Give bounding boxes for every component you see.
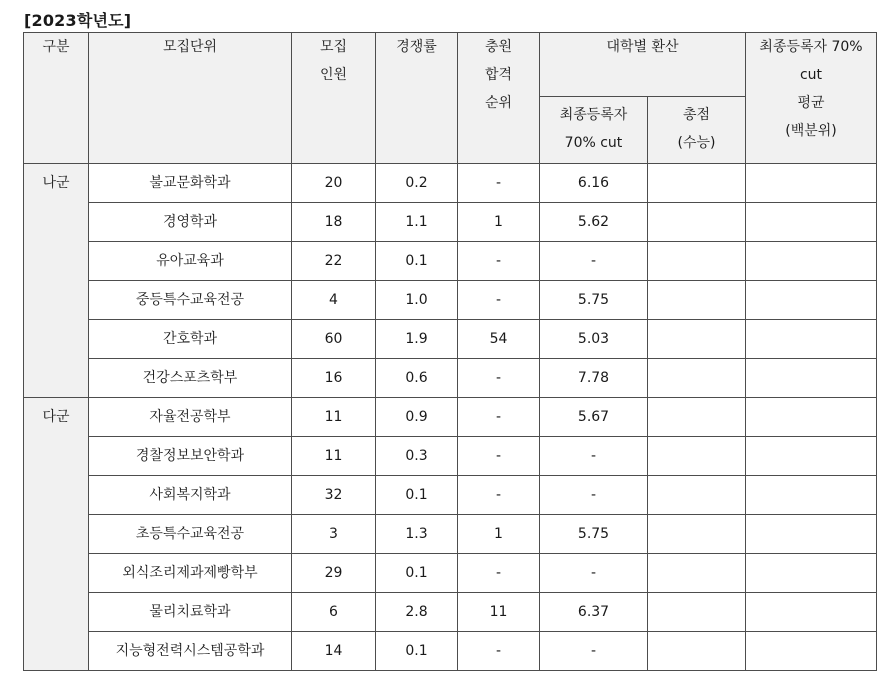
header-rank: 충원 합격 순위: [458, 33, 540, 164]
quota-cell: 32: [292, 476, 376, 515]
cut-cell: -: [540, 476, 648, 515]
unit-cell: 자율전공학부: [89, 398, 292, 437]
unit-cell: 건강스포츠학부: [89, 359, 292, 398]
average-cell: [746, 593, 877, 632]
quota-cell: 60: [292, 320, 376, 359]
competition-cell: 0.1: [376, 242, 458, 281]
cut-cell: 5.03: [540, 320, 648, 359]
header-conversion: 대학별 환산: [540, 33, 746, 97]
table-row: [24, 554, 877, 593]
total-cell: [648, 593, 746, 632]
unit-cell: 간호학과: [89, 320, 292, 359]
admissions-table: [23, 32, 877, 671]
quota-cell: 22: [292, 242, 376, 281]
rank-cell: -: [458, 554, 540, 593]
quota-cell: 11: [292, 437, 376, 476]
unit-cell: 사회복지학과: [89, 476, 292, 515]
unit-cell: 경영학과: [89, 203, 292, 242]
average-cell: [746, 320, 877, 359]
cut-cell: -: [540, 437, 648, 476]
total-cell: [648, 359, 746, 398]
table-row: [24, 398, 877, 437]
total-cell: [648, 242, 746, 281]
quota-cell: 16: [292, 359, 376, 398]
average-cell: [746, 164, 877, 203]
unit-cell: 유아교육과: [89, 242, 292, 281]
rank-cell: -: [458, 359, 540, 398]
cut-cell: -: [540, 242, 648, 281]
table-row: [24, 593, 877, 632]
table-body: [24, 164, 877, 671]
total-cell: [648, 515, 746, 554]
table-row: [24, 437, 877, 476]
competition-cell: 0.3: [376, 437, 458, 476]
header-average: 최종등록자 70% cut 평균 (백분위): [746, 33, 877, 164]
group-label: 나군: [24, 164, 89, 398]
table-row: [24, 476, 877, 515]
rank-cell: -: [458, 476, 540, 515]
average-cell: [746, 515, 877, 554]
competition-cell: 2.8: [376, 593, 458, 632]
average-cell: [746, 632, 877, 671]
header-competition: 경쟁률: [376, 33, 458, 164]
header-total: 총점 (수능): [648, 97, 746, 164]
rank-cell: 54: [458, 320, 540, 359]
table-row: [24, 632, 877, 671]
unit-cell: 지능형전력시스템공학과: [89, 632, 292, 671]
rank-cell: -: [458, 281, 540, 320]
average-cell: [746, 398, 877, 437]
unit-cell: 중등특수교육전공: [89, 281, 292, 320]
table-row: [24, 164, 877, 203]
rank-cell: -: [458, 398, 540, 437]
competition-cell: 0.1: [376, 554, 458, 593]
cut-cell: 6.37: [540, 593, 648, 632]
total-cell: [648, 281, 746, 320]
quota-cell: 18: [292, 203, 376, 242]
rank-cell: -: [458, 632, 540, 671]
quota-cell: 3: [292, 515, 376, 554]
total-cell: [648, 203, 746, 242]
table-row: [24, 515, 877, 554]
average-cell: [746, 437, 877, 476]
average-cell: [746, 242, 877, 281]
average-cell: [746, 359, 877, 398]
header-quota: 모집 인원: [292, 33, 376, 164]
cut-cell: -: [540, 632, 648, 671]
total-cell: [648, 632, 746, 671]
competition-cell: 0.6: [376, 359, 458, 398]
average-cell: [746, 476, 877, 515]
unit-cell: 불교문화학과: [89, 164, 292, 203]
table-row: [24, 203, 877, 242]
total-cell: [648, 476, 746, 515]
rank-cell: -: [458, 242, 540, 281]
competition-cell: 1.0: [376, 281, 458, 320]
total-cell: [648, 164, 746, 203]
page-title: [2023학년도]: [24, 11, 132, 30]
quota-cell: 20: [292, 164, 376, 203]
quota-cell: 6: [292, 593, 376, 632]
total-cell: [648, 320, 746, 359]
rank-cell: 11: [458, 593, 540, 632]
cut-cell: 5.75: [540, 281, 648, 320]
total-cell: [648, 398, 746, 437]
cut-cell: 5.67: [540, 398, 648, 437]
unit-cell: 초등특수교육전공: [89, 515, 292, 554]
table-row: [24, 242, 877, 281]
average-cell: [746, 203, 877, 242]
competition-cell: 0.9: [376, 398, 458, 437]
unit-cell: 외식조리제과제빵학부: [89, 554, 292, 593]
total-cell: [648, 554, 746, 593]
unit-cell: 물리치료학과: [89, 593, 292, 632]
cut-cell: 5.75: [540, 515, 648, 554]
cut-cell: -: [540, 554, 648, 593]
quota-cell: 29: [292, 554, 376, 593]
rank-cell: -: [458, 437, 540, 476]
header-final70: 최종등록자 70% cut: [540, 97, 648, 164]
competition-cell: 0.2: [376, 164, 458, 203]
quota-cell: 14: [292, 632, 376, 671]
total-cell: [648, 437, 746, 476]
average-cell: [746, 281, 877, 320]
cut-cell: 5.62: [540, 203, 648, 242]
table-row: [24, 320, 877, 359]
quota-cell: 11: [292, 398, 376, 437]
table-row: [24, 281, 877, 320]
quota-cell: 4: [292, 281, 376, 320]
table-header: [24, 33, 877, 164]
rank-cell: -: [458, 164, 540, 203]
cut-cell: 7.78: [540, 359, 648, 398]
table-row: [24, 359, 877, 398]
unit-cell: 경찰정보보안학과: [89, 437, 292, 476]
header-unit: 모집단위: [89, 33, 292, 164]
competition-cell: 1.1: [376, 203, 458, 242]
competition-cell: 0.1: [376, 476, 458, 515]
rank-cell: 1: [458, 203, 540, 242]
rank-cell: 1: [458, 515, 540, 554]
header-group: 구분: [24, 33, 89, 164]
competition-cell: 0.1: [376, 632, 458, 671]
competition-cell: 1.9: [376, 320, 458, 359]
average-cell: [746, 554, 877, 593]
group-label: 다군: [24, 398, 89, 671]
competition-cell: 1.3: [376, 515, 458, 554]
cut-cell: 6.16: [540, 164, 648, 203]
